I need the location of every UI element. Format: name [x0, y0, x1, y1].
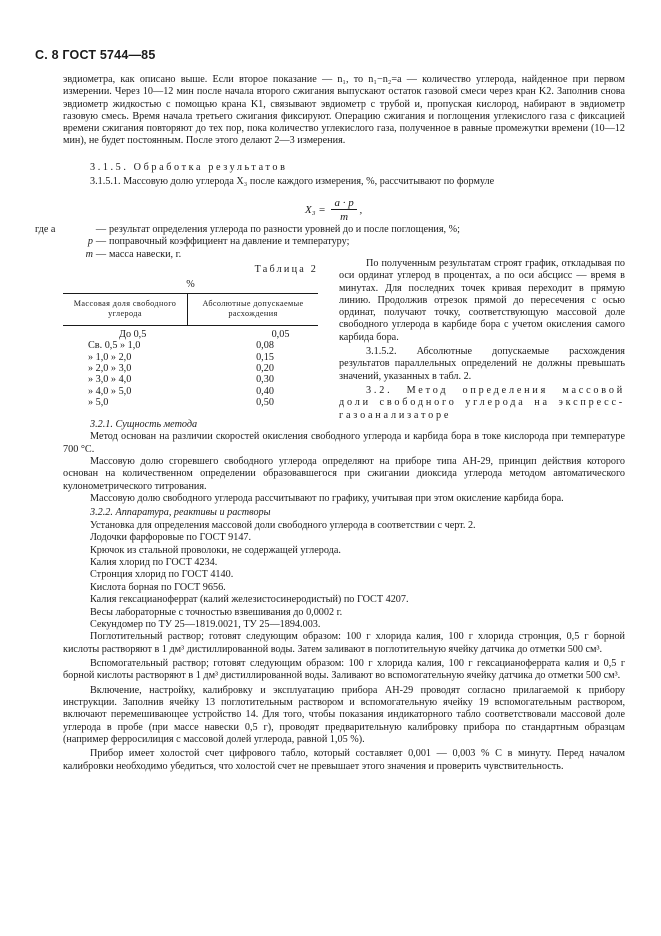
intro-paragraph-block — [63, 74, 625, 148]
table-2-header — [63, 294, 318, 326]
table-row — [63, 363, 318, 374]
definition-p-symbol: p — [87, 236, 93, 248]
equipment-item: Стронция хлорид по ГОСТ 4140. — [90, 569, 234, 581]
graph-paragraph: По полученным результатам строят график, откладывая по оси ординат углерод в процентах, а по оси абсцисс — время в минутах. Для последних точек кривая переходит в прямую линию. Продолжив отрезок прямой до пересечения с осью ординат, получают точку, соответствующую массовой доле свободного углерода в карбиде бора с учетом окисления самого карбида бора. — [339, 258, 625, 343]
definition-m-symbol: m — [85, 248, 93, 260]
table-cell-range: » 3,0 » 4,0 — [88, 374, 132, 386]
section-3-2-heading: 3.2. Метод определения массовой доли свободного углерода на экспресс-газоанализаторе — [339, 384, 625, 421]
table-cell-range: Св. 0,5 » 1,0 — [88, 340, 141, 352]
absorbing-solution-paragraph: Поглотительный раствор; готовят следующим образом: 100 г хлорида калия, 100 г хлорида стронция, 0,5 г борной кислоты растворяют в 1 дм³ дистиллированной воды. Затем заливают в поглотительную ячейку датчика до отметки 500 см³. — [63, 631, 625, 655]
table-cell-value: 0,20 — [256, 363, 274, 375]
table-2-col2-header: Абсолютные допускаемые расхождения — [202, 299, 304, 318]
equipment-item: Секундомер по ТУ 25—1819.0021, ТУ 25—1894.003. — [90, 618, 321, 630]
blank-count-paragraph: Прибор имеет холостой счет цифрового табло, который составляет 0,001 — 0,003 % С в минуту. Перед началом калибровки необходимо убедиться, что холостой счет не превышает этого значения и проверить чувствительность. — [63, 748, 625, 772]
table-row — [63, 352, 318, 363]
table-row — [63, 374, 318, 385]
calibration-paragraph: Включение, настройку, калибровку и эксплуатацию прибора АН-29 проводят согласно прилагаемой к прибору инструкции. Заполнив ячейку 13 поглотительным раствором и вспомогательную ячейку 19 вспомогательным раствором, включают перемешивающее устройство 14. Для того, чтобы показания индикаторного табло соответствовали массовой доле углерода в пробе (при массе навески 0,5 г), проводят предварительную калибровку прибора по стандартным образцам (например ферросилиция с массовой долей углерода, равной 1,05 %). — [63, 684, 625, 745]
equipment-item: Крючок из стальной проволоки, не содержащей углерода. — [90, 544, 341, 556]
lower-section — [63, 419, 625, 773]
section-3-1-5-1 — [63, 176, 625, 188]
table-cell-range: » 1,0 » 2,0 — [88, 351, 132, 363]
formula-lhs: X₃ = — [305, 204, 326, 217]
auxiliary-solution-paragraph: Вспомогательный раствор; готовят следующим образом: 100 г хлорида калия, 100 г гексацианоферрата калия и 0,5 г борной кислоты растворяют в 1 дм³ дистиллированной воды. Заливают во вспомогательную ячейку датчика до отметки 500 см³. — [63, 658, 625, 682]
section-3-2-1-title: 3.2.1. Сущность метода — [90, 419, 198, 430]
table-cell-range: » 4,0 » 5,0 — [88, 385, 132, 397]
section-3-1-5-2: 3.1.5.2. Абсолютные допускаемые расхождения результатов параллельных определений не должны превышать значений, указанных в табл. 2. — [339, 346, 625, 382]
section-3-1-5-heading — [63, 162, 625, 174]
table-row — [63, 397, 318, 408]
equipment-item: Калия гексацианоферрат (калий железистосинеродистый) по ГОСТ 4207. — [90, 594, 409, 606]
formula-x3 — [305, 197, 362, 223]
definition-p: p — поправочный коэффициент на давление и температуру; — [35, 236, 625, 248]
table-2-caption-block — [63, 264, 318, 292]
right-column — [339, 258, 625, 422]
definition-p-text: поправочный коэффициент на давление и температуру; — [109, 236, 350, 248]
method-paragraph-1: Метод основан на различии скоростей окисления свободного углерода и карбида бора в токе кислорода при температуре 700 °С. — [63, 431, 625, 455]
table-2-col1-header: Массовая доля свободного углерода — [63, 294, 188, 325]
table-2 — [63, 293, 318, 408]
table-row — [63, 329, 318, 340]
table-cell-value: 0,08 — [256, 340, 274, 352]
table-cell-value: 0,30 — [256, 374, 274, 386]
table-cell-value: 0,15 — [256, 351, 274, 363]
table-cell-range: » 5,0 — [88, 397, 109, 409]
formula-tail: , — [359, 204, 363, 217]
table-cell-value: 0,40 — [256, 385, 274, 397]
definition-m-text: масса навески, г. — [109, 248, 182, 260]
equipment-item: Лодочки фарфоровые по ГОСТ 9147. — [90, 532, 252, 544]
equipment-item: Весы лабораторные с точностью взвешивания до 0,0002 г. — [90, 606, 343, 618]
method-paragraph-2: Массовую долю сгоревшего свободного углерода определяют на приборе типа АН-29, принцип действия которого основан на количественном определении образовавшегося при сжигании диоксида углерода методом автоматического кулонометрического титрования. — [63, 456, 625, 492]
section-3-1-5-1-text: 3.1.5.1. Массовую долю углерода X₃ после каждого измерения, %, рассчитывают по формуле — [90, 176, 495, 187]
section-3-1-5-title: 3.1.5. Обработка результатов — [90, 162, 288, 173]
table-cell-value: 0,50 — [256, 397, 274, 409]
page-header: С. 8 ГОСТ 5744—85 — [35, 48, 156, 62]
equipment-item: Кислота борная по ГОСТ 9656. — [90, 581, 226, 593]
table-cell-range: » 2,0 » 3,0 — [88, 363, 132, 375]
formula-definitions — [35, 224, 625, 261]
table-row — [63, 386, 318, 397]
equipment-item: Калия хлорид по ГОСТ 4234. — [90, 557, 218, 569]
formula-numerator: a · p — [331, 197, 356, 210]
table-cell-value: 0,05 — [271, 329, 290, 340]
table-2-body — [63, 326, 318, 408]
table-2-unit: % — [186, 279, 195, 291]
equipment-item: Установка для определения массовой доли свободного углерода в соответствии с черт. 2. — [90, 519, 476, 531]
table-row — [63, 340, 318, 351]
method-paragraph-3: Массовую долю свободного углерода рассчитывают по графику, учитывая при этом окисление карбида бора. — [90, 493, 564, 505]
formula-denominator: m — [340, 211, 349, 224]
intro-paragraph: эвдиометра, как описано выше. Если второе показание — n₁, то n₁−n₂=a — количество углерода, найденное при первом измерении. Через 10—12 мин после начала второго сжигания выпускают остаток газовой смеси через кран K2. Заполнив снова эвдиометр жидкостью с помощью крана K1, связывают эвдиометр с трубой и, пропуская кислород, набирают в эвдиометр газовую смесь. Время начала третьего сжигания фиксируют. Операцию сжигания и поглощения углекислого газа с фиксацией времени сжигания повторяют до тех пор, пока количество углекислого газа, полученное в равные промежутки времени (10—12 мин), не будет постоянным. После этого делают 2—3 измерения. — [63, 74, 625, 147]
definition-a-symbol: где a — [35, 224, 56, 235]
table-cell-range: До 0,5 — [119, 329, 147, 340]
definition-a-text: результат определения углерода по разности уровней до и после поглощения, %; — [109, 224, 460, 235]
formula-fraction — [331, 197, 356, 224]
definition-m: m — масса навески, г. — [35, 249, 625, 261]
table-2-caption: Таблица 2 — [254, 264, 318, 275]
section-3-2-2-title: 3.2.2. Аппаратура, реактивы и растворы — [90, 507, 271, 519]
definition-a: где a — результат определения углерода по разности уровней до и после поглощения, %; — [35, 224, 625, 236]
